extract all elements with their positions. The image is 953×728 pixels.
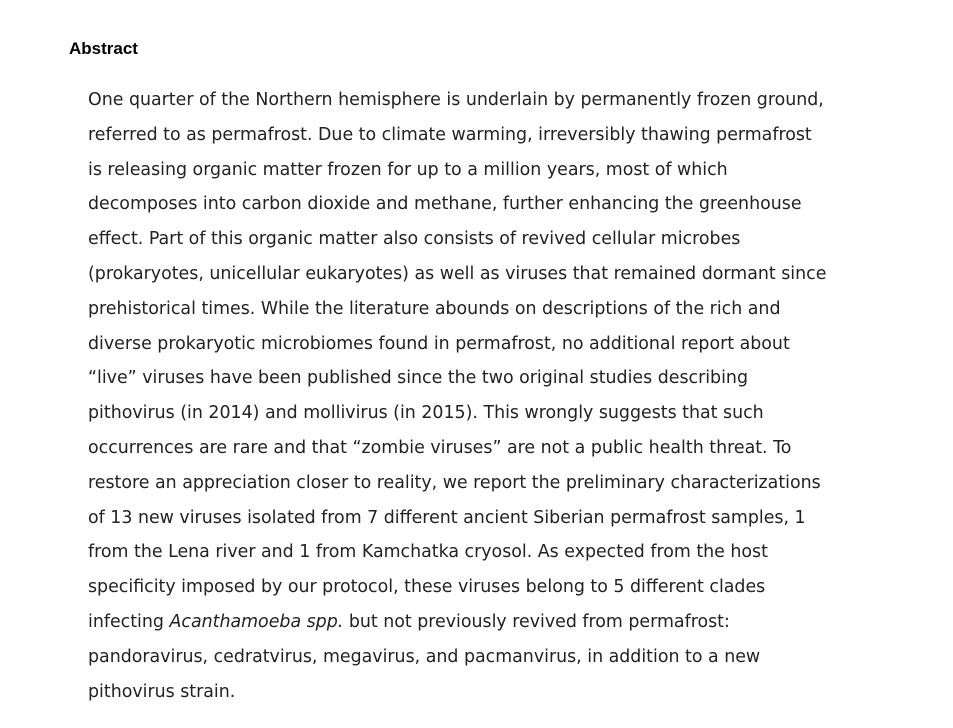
- abstract-line: occurrences are rare and that “zombie viruses” are not a public health threat. To: [88, 437, 792, 458]
- abstract-line: is releasing organic matter frozen for up to a million years, most of which: [88, 159, 728, 180]
- abstract-line: pandoravirus, cedratvirus, megavirus, and pacmanvirus, in addition to a new: [88, 646, 761, 667]
- abstract-line: One quarter of the Northern hemisphere is underlain by permanently frozen ground,: [88, 90, 824, 110]
- abstract-line: referred to as permafrost. Due to climate warming, irreversibly thawing permafrost: [88, 124, 812, 145]
- abstract-line-with-species: [88, 605, 888, 640]
- abstract-line: specificity imposed by our protocol, these viruses belong to 5 different clades: [88, 577, 766, 598]
- abstract-line: restore an appreciation closer to reality, we report the preliminary characterizations: [88, 472, 821, 493]
- abstract-line: decomposes into carbon dioxide and methane, further enhancing the greenhouse: [88, 194, 802, 215]
- abstract-line: of 13 new viruses isolated from 7 different ancient Siberian permafrost samples, 1: [88, 507, 806, 528]
- abstract-line: “live” viruses have been published since the two original studies describing: [88, 368, 748, 389]
- abstract-body: [88, 83, 888, 709]
- line-suffix: but not previously revived from permafrost:: [343, 611, 730, 632]
- abstract-line: from the Lena river and 1 from Kamchatka cryosol. As expected from the host: [88, 542, 768, 563]
- abstract-line: pithovirus (in 2014) and mollivirus (in 2015). This wrongly suggests that such: [88, 403, 764, 424]
- abstract-line: effect. Part of this organic matter also consists of revived cellular microbes: [88, 229, 741, 250]
- species-name: Acanthamoeba spp.: [169, 611, 344, 632]
- abstract-line: prehistorical times. While the literature abounds on descriptions of the rich and: [88, 298, 781, 319]
- abstract-line: pithovirus strain.: [88, 681, 236, 702]
- line-prefix: infecting: [88, 611, 170, 632]
- abstract-line: (prokaryotes, unicellular eukaryotes) as well as viruses that remained dormant since: [88, 263, 827, 284]
- abstract-heading: Abstract: [69, 39, 138, 58]
- abstract-line: diverse prokaryotic microbiomes found in permafrost, no additional report about: [88, 333, 790, 354]
